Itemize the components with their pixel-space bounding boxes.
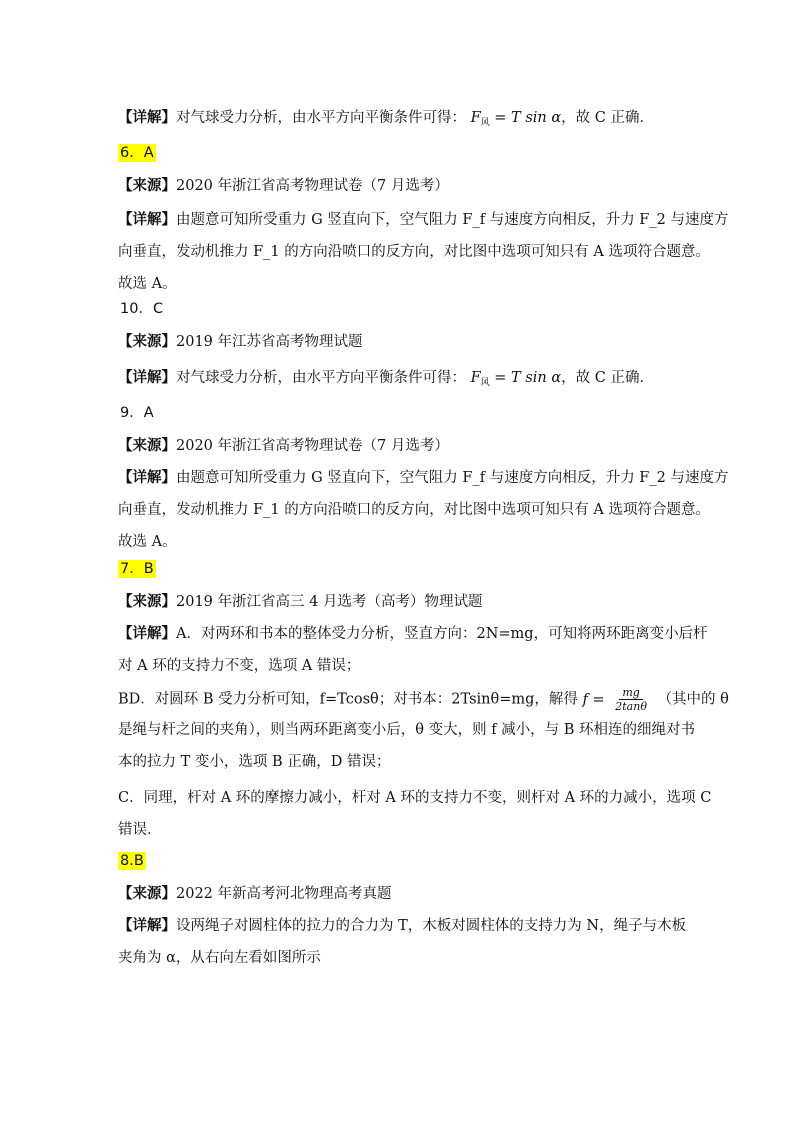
source-block [118, 332, 678, 352]
detail-line: 设两绳子对圆柱体的拉力的合力为 T，木板对圆柱体的支持力为 N，绳子与木板 [176, 918, 687, 934]
force-formula: $F_风 = T$ sin α [470, 110, 562, 128]
source-block [118, 176, 678, 196]
source-block [118, 592, 678, 612]
answer-label: 9．A [120, 405, 154, 421]
detail-line: 夹角为 α，从右向左看如图所示 [118, 950, 321, 966]
source-label: 【来源】 [118, 334, 176, 350]
detail-block [118, 210, 729, 306]
detail-block [118, 916, 687, 980]
detail-block [118, 788, 712, 852]
detail-label: 【详解】 [118, 626, 176, 642]
detail-label: 【详解】 [118, 370, 176, 386]
detail-block [118, 468, 729, 564]
answer-block [118, 404, 678, 422]
source-label: 【来源】 [118, 438, 176, 454]
detail-text: 对气球受力分析，由水平方向平衡条件可得： [176, 370, 466, 386]
source-text: 2020 年浙江省高考物理试卷（7 月选考） [176, 178, 449, 194]
source-block [118, 436, 678, 456]
source-text: 2020 年浙江省高考物理试卷（7 月选考） [176, 438, 449, 454]
detail-line: 由题意可知所受重力 G 竖直向下，空气阻力 F_f 与速度方向相反，升力 F_2 与速度方 [176, 470, 729, 486]
detail-line: A．对两环和书本的整体受力分析，竖直方向：2N=mg，可知将两环距离变小后杆 [176, 626, 708, 642]
answer-block [118, 560, 678, 578]
detail-line: 对 A 环的支持力不变，选项 A 错误； [118, 658, 361, 674]
friction-formula: f = $\frac{mg}{2\tan\theta}$ [583, 692, 653, 708]
source-text: 2019 年浙江省高三 4 月选考（高考）物理试题 [176, 594, 483, 610]
detail-block [118, 108, 678, 130]
detail-line: 是绳与杆之间的夹角），则当两环距离变小后，θ 变大，则 f 减小，与 B 环相连的细绳对书 [118, 722, 696, 738]
detail-line: 本的拉力 T 变小，选项 B 正确，D 错误； [118, 754, 391, 770]
detail-label: 【详解】 [118, 110, 176, 126]
detail-line: 错误． [118, 822, 162, 838]
answer-block [118, 300, 678, 318]
source-label: 【来源】 [118, 594, 176, 610]
detail-block [118, 368, 678, 390]
detail-label: 【详解】 [118, 918, 176, 934]
source-label: 【来源】 [118, 178, 176, 194]
detail-text: ，故 C 正确． [561, 110, 654, 126]
source-text: 2022 年新高考河北物理高考真题 [176, 886, 392, 902]
detail-line: 故选 A。 [118, 276, 177, 292]
answer-label: 8.B [120, 853, 144, 869]
detail-text: ，故 C 正确． [561, 370, 654, 386]
detail-text: 对气球受力分析，由水平方向平衡条件可得： [176, 110, 466, 126]
answer-block [118, 852, 678, 870]
detail-block [118, 686, 729, 784]
detail-line: 由题意可知所受重力 G 竖直向下，空气阻力 F_f 与速度方向相反，升力 F_2 与速度方 [176, 212, 729, 228]
answer-label: 7．B [120, 561, 154, 577]
answer-label: 10．C [120, 301, 164, 317]
source-label: 【来源】 [118, 886, 176, 902]
detail-text: BD．对圆环 B 受力分析可知，f=Tcosθ；对书本：2Tsinθ=mg，解得 [118, 691, 583, 708]
detail-text: （其中的 θ [657, 691, 729, 708]
source-block [118, 884, 678, 904]
detail-line: C．同理，杆对 A 环的摩擦力减小，杆对 A 环的支持力不变，则杆对 A 环的力减小，选项 C [118, 790, 712, 806]
detail-block [118, 624, 708, 688]
answer-label: 6．A [120, 145, 154, 161]
detail-line: 向垂直，发动机推力 F_1 的方向沿喷口的反方向，对比图中选项可知只有 A 选项符合题意。 [118, 244, 710, 260]
detail-label: 【详解】 [118, 470, 176, 486]
detail-label: 【详解】 [118, 212, 176, 228]
answer-block [118, 144, 678, 162]
detail-line: 向垂直，发动机推力 F_1 的方向沿喷口的反方向，对比图中选项可知只有 A 选项符合题意。 [118, 502, 710, 518]
fraction: $\frac{mg}{2\tan\theta}$ [615, 686, 647, 713]
detail-line: 故选 A。 [118, 534, 177, 550]
force-formula: $F_风 = T$ sin α [470, 370, 562, 388]
source-text: 2019 年江苏省高考物理试题 [176, 334, 363, 350]
